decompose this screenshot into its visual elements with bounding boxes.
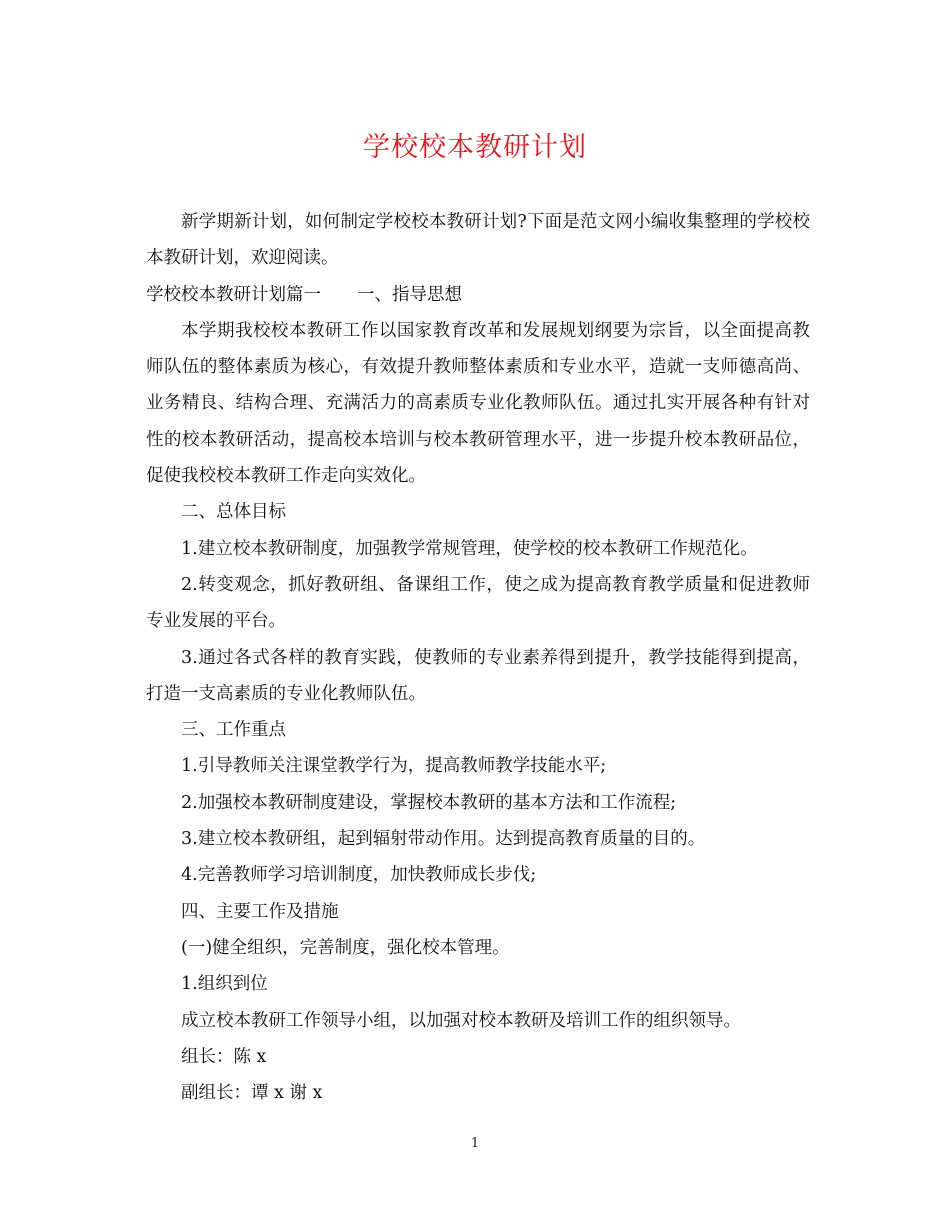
- section2-heading: 二、总体目标: [181, 502, 286, 523]
- goal-item-1: 1.建立校本教研制度，加强教学常规管理，使学校的校本教研工作规范化。: [181, 538, 758, 559]
- deputy-leader-line: 副组长：谭 x 谢 x: [181, 1083, 323, 1104]
- section1-heading: 一、指导思想: [357, 284, 462, 305]
- item1-body: 成立校本教研工作领导小组，以加强对校本教研及培训工作的组织领导。: [181, 1010, 741, 1031]
- item1-heading: 1.组织到位: [181, 974, 268, 995]
- section1-body: 本学期我校校本教研工作以国家教育改革和发展规划纲要为宗旨，以全面提高教师队伍的整体素质为核心，有效提升教师整体素质和专业水平，造就一支师德高尚、业务精良、结构合理、充满活力的高素质专业化教师队伍。通过扎实开展各种有针对性的校本教研活动，提高校本培训与校本教研管理水平，进一步提升校本教研品位，促使我校校本教研工作走向实效化。: [146, 320, 810, 487]
- focus-item-1: 1.引导教师关注课堂教学行为，提高教师教学技能水平;: [181, 756, 607, 777]
- goal-item-2: 2.转变观念，抓好教研组、备课组工作，使之成为提高教育教学质量和促进教师专业发展的平台。: [146, 574, 810, 632]
- focus-item-2: 2.加强校本教研制度建设，掌握校本教研的基本方法和工作流程;: [181, 792, 677, 813]
- part-label: 学校校本教研计划篇一: [146, 284, 321, 305]
- section3-heading: 三、工作重点: [181, 720, 286, 741]
- focus-item-4: 4.完善教师学习培训制度，加快教师成长步伐;: [181, 865, 537, 886]
- intro-paragraph: 新学期新计划，如何制定学校校本教研计划?下面是范文网小编收集整理的学校校本教研计划，欢迎阅读。: [146, 212, 810, 269]
- leader-line: 组长：陈 x: [181, 1046, 267, 1067]
- section4-heading: 四、主要工作及措施: [181, 901, 339, 922]
- focus-item-3: 3.建立校本教研组，起到辐射带动作用。达到提高教育质量的目的。: [181, 829, 706, 850]
- part-heading-line: [146, 277, 810, 313]
- goal-item-3: 3.通过各式各样的教育实践，使教师的专业素养得到提升，教学技能得到提高，打造一支高素质的专业化教师队伍。: [146, 647, 810, 704]
- document-body: [146, 204, 810, 1111]
- document-title: 学校校本教研计划: [363, 132, 587, 163]
- page-number: 1: [470, 1136, 480, 1151]
- subsection1-heading: (一)健全组织，完善制度，强化校本管理。: [181, 937, 510, 958]
